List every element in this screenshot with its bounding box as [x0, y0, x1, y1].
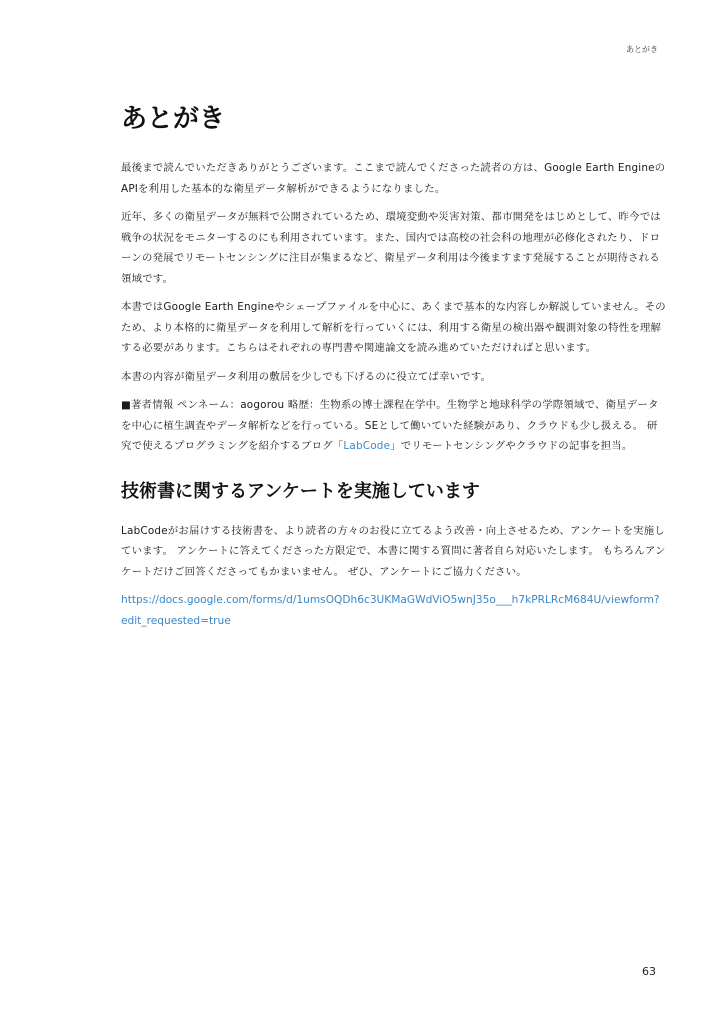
running-header: あとがき — [626, 45, 658, 54]
paragraph-closing: 本書の内容が衛星データ利用の敷居を少しでも下げるのに役立てば幸いです。 — [121, 370, 492, 383]
paragraph-scope: 本書ではGoogle Earth Engineやシェープファイルを中心に、あくまで基本的な内容しか解説していません。そのため、より本格的に衛星データを利用して解析を行っていくには、利用する衛星の検出器や観測対象の特性を理解する必要があります。こちらはそれぞれの専門書や関連論文を読み進めていただければと思います。 — [121, 301, 666, 354]
paragraph-thanks: 最後まで読んでいただきありがとうございます。ここまで読んでくださった読者の方は、Google Earth EngineのAPIを利用した基本的な衛星データ解析ができるようになりました。 — [121, 162, 666, 195]
page-number: 63 — [642, 965, 656, 978]
author-info — [121, 395, 666, 457]
page-content — [121, 100, 666, 639]
section-title-survey: 技術書に関するアンケートを実施しています — [121, 480, 480, 502]
paragraph-trends: 近年、多くの衛星データが無料で公開されているため、環境変動や災害対策、都市開発をはじめとして、昨今では戦争の状況をモニターするのにも利用されています。また、国内では高校の社会科の地理が必修化されたり、ドローンの発展でリモートセンシングに注目が集まるなど、衛星データ利用は今後ますます発展することが期待される領域です。 — [121, 211, 661, 285]
survey-url-link[interactable]: https://docs.google.com/forms/d/1umsOQDh6c3UKMaGWdViO5wnJ35o___h7kPRLRcM684U/viewform?edit_requested=true — [121, 594, 660, 627]
labcode-link[interactable]: LabCode — [343, 440, 391, 452]
author-info-text-end: 」でリモートセンシングやクラウドの記事を担当。 — [390, 440, 633, 452]
author-info-text: ■著者情報 ペンネーム：aogorou 略歴：生物系の博士課程在学中。生物学と地球科学の学際領域で、衛星データを中心に植生調査やデータ解析などを行っている。SEとして働いていた経験があり、クラウドも少し扱える。 研究で使えるプログラミングを紹介するブログ「 — [121, 399, 659, 452]
chapter-title: あとがき — [121, 104, 226, 134]
survey-description: LabCodeがお届けする技術書を、より読者の方々のお役に立てるよう改善・向上させるため、アンケートを実施しています。 アンケートに答えてくださった方限定で、本書に関する質問に著者自ら対応いたします。 もちろんアンケートだけご回答くださってもかまいません。 ぜひ、アンケートにご協力ください。 — [121, 524, 666, 578]
